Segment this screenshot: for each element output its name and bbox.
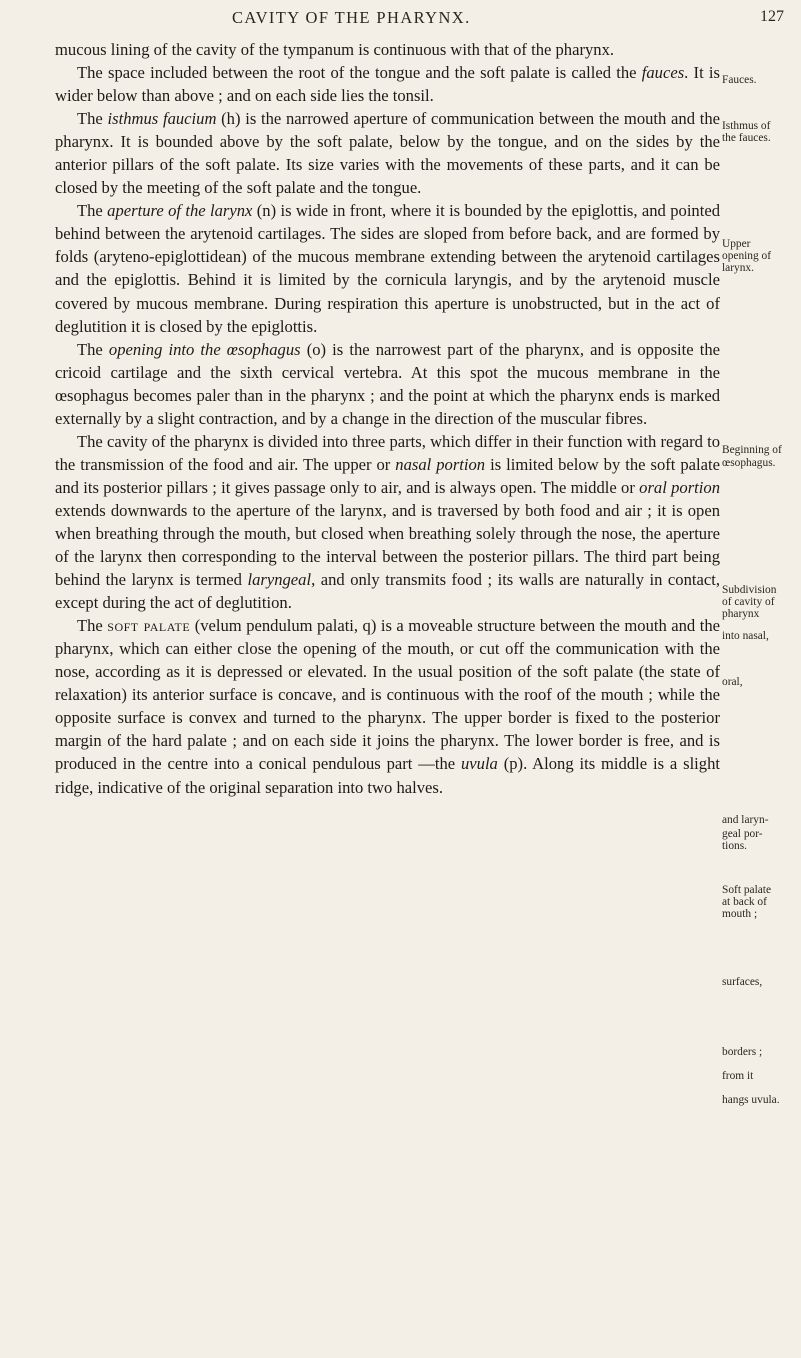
margin-note: Isthmus of <box>722 120 771 132</box>
text-run: is limited below by the soft palate and its posterior pillars ; it gives passage only to air, and is always open. The middle or <box>55 454 720 497</box>
text-run: The space included between the root of the tongue and the soft palate is called the <box>77 63 642 83</box>
margin-note: larynx. <box>722 262 754 274</box>
italic-term: opening into the œsophagus <box>108 339 301 359</box>
margin-note: tions. <box>722 840 748 852</box>
text-run: The cavity of the pharynx is divided into three parts, which differ in their function with regard to the transmission of the food and air. The upper or <box>55 431 720 474</box>
text-run: (n) is wide in front, where it is bounded by the epiglottis, and pointed behind between the arytenoid cartilages. The sides are sloped from before back, and are formed by folds (aryteno-epiglottidean) of the mucous membrane extending between the arytenoid cartilages and the epiglottis. Behind it is limited by the cornicula laryngis, and by the arytenoid muscle covered by mucous membrane. During respiration this aperture is unobstructed, but in the act of deglutition it is closed by the epiglottis. <box>55 201 720 336</box>
margin-note: borders ; <box>722 1046 763 1058</box>
margin-note: of cavity of <box>722 596 775 608</box>
italic-term: laryngeal <box>247 570 312 590</box>
text-run: The <box>77 616 108 636</box>
running-header <box>0 6 801 32</box>
margin-note: into nasal, <box>722 630 769 642</box>
margin-note: at back of <box>722 896 767 908</box>
margin-note: oral, <box>722 676 743 688</box>
text-run: (o) is the narrowest part of the pharynx, and is opposite the cricoid cartilage and the sixth cervical vertebra. At this spot the mucous membrane in the œsophagus becomes paler than in the pharynx ; and the point at which the pharynx ends is marked externally by a slight contraction, and by a change in the direction of the muscular fibres. <box>55 339 720 428</box>
margin-note: œsophagus. <box>722 457 776 469</box>
margin-note: Soft palate <box>722 884 772 896</box>
italic-term: oral portion <box>639 477 720 497</box>
margin-note: Fauces. <box>722 74 757 86</box>
margin-note: Subdivision <box>722 584 777 596</box>
italic-term: nasal portion <box>395 454 486 474</box>
italic-term: fauces <box>641 63 685 83</box>
text-run: extends downwards to the aperture of the larynx, and is traversed by both food and air ; it is open when breathing through the mouth, but closed when breathing solely through the nose, the aperture of the larynx then corresponding to the interval between the posterior pillars. The third part being behind the larynx is termed <box>55 500 720 590</box>
margin-note: from it <box>722 1070 754 1082</box>
paragraph <box>55 38 720 61</box>
text-run: The <box>77 339 109 359</box>
paragraph <box>55 61 720 107</box>
margin-note: Beginning of <box>722 444 782 456</box>
text-run: (h) is the narrowed aperture of communication between the mouth and the pharynx. It is bounded above by the soft palate, below by the tongue, and on the sides by the anterior pillars of the soft palate. Its size varies with the movements of these parts, and it can be closed by the meeting of the soft palate and the tongue. <box>55 109 721 198</box>
text-run: The <box>77 201 108 221</box>
running-title: CAVITY OF THE PHARYNX. <box>232 8 471 27</box>
paragraph <box>55 107 720 199</box>
paragraph <box>55 614 720 798</box>
margin-note: hangs uvula. <box>722 1094 780 1106</box>
text-run: (p). Along its middle is a slight ridge, indicative of the original separation into two halves. <box>55 754 720 797</box>
paragraph <box>55 338 720 430</box>
italic-term: isthmus faucium <box>107 109 217 129</box>
margin-note: the fauces. <box>722 132 771 144</box>
text-run: (velum pendulum palati, q) is a moveable structure between the mouth and the pharynx, which can either close the opening of the mouth, or cut off the communication with the nose, according as it is depressed or elevated. In the usual position of the soft palate (the state of relaxation) its anterior surface is concave, and is continuous with the roof of the mouth ; while the opposite surface is convex and turned to the pharynx. The upper border is fixed to the posterior margin of the hard palate ; and on each side it joins the pharynx. The lower border is free, and is produced in the centre into a conical pendulous part —the <box>55 616 720 774</box>
margin-note: and laryn- <box>722 814 769 826</box>
text-run: mucous lining of the cavity of the tympanum is continuous with that of the pharynx. <box>55 40 615 59</box>
paragraph <box>55 430 720 614</box>
margin-note: mouth ; <box>722 908 758 920</box>
text-run: , and only transmits food ; its walls are naturally in contact, except during the act of deglutition. <box>55 570 720 613</box>
body-text <box>55 38 720 799</box>
page-number: 127 <box>760 8 784 25</box>
margin-note: opening of <box>722 250 772 262</box>
margin-note: Upper <box>722 238 751 250</box>
text-run: . It is wider below than above ; and on each side lies the tonsil. <box>55 63 720 106</box>
italic-term: aperture of the larynx <box>107 201 253 221</box>
paragraph <box>55 199 720 337</box>
margin-note: geal por- <box>722 828 763 840</box>
smallcaps-term: soft palate <box>107 616 191 636</box>
margin-note: surfaces, <box>722 976 763 988</box>
margin-note: pharynx <box>722 608 760 620</box>
text-run: The <box>77 109 108 129</box>
italic-term: uvula <box>460 754 498 774</box>
